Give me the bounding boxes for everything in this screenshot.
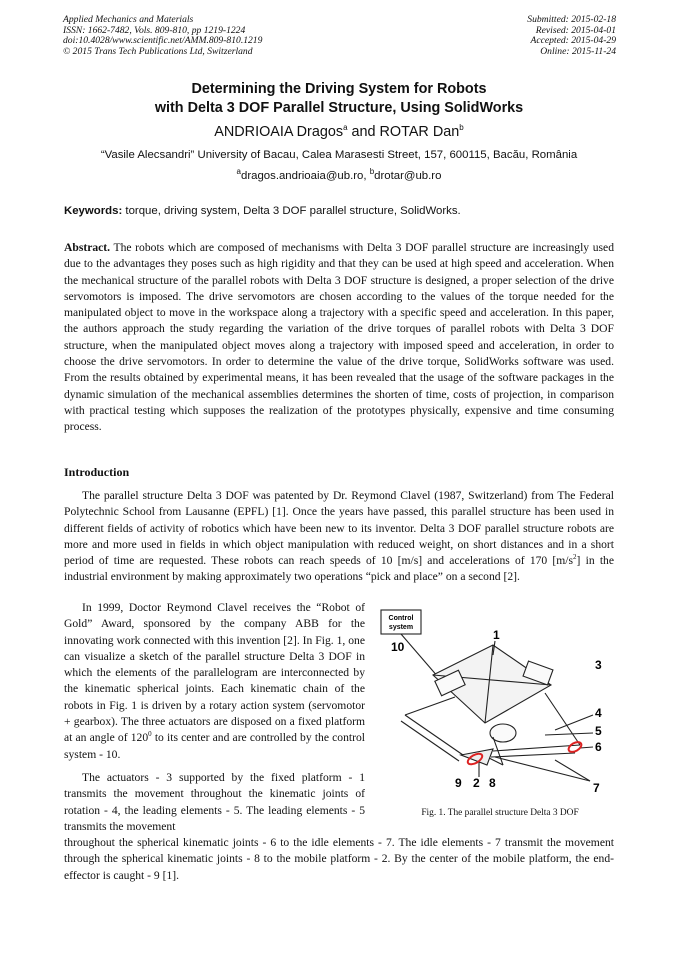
label-7: 7 [593,781,600,795]
email-2-mark: b [369,167,375,177]
intro-p2-text-a: In 1999, Doctor Reymond Clavel receives the “Robot of Gold” Award, sponsored by the company ABB for the innovating work connected with this invention [2]. In Fig. 1, one can visualize a sketch of the parallel structure Delta 3 DOF in which the elements of the parallelogram are interconnected by the kinematic spherical joints. Each kinematic chain of the robots in Fig. 1 is driven by a rotary action system (servomotor + gearbox). The three actuators are disposed on a fixed platform at an angle of 120 [64,601,365,745]
email-2: drotar@ub.ro [374,170,442,182]
label-2: 2 [473,776,480,790]
keywords-label: Keywords: [64,205,123,217]
author-emails [0,167,678,182]
title-line-2: with Delta 3 DOF Parallel Structure, Using SolidWorks [154,100,524,116]
email-1-mark: a [236,167,241,177]
intro-paragraph-1 [64,488,614,586]
abstract [64,240,614,436]
author-1-mark: a [343,123,348,133]
title-line-1: Determining the Driving System for Robots [191,81,487,97]
intro-p1-superscript: 2 [573,553,577,562]
intro-p1-text-b: ] in the industrial environment by making approximately two operations “pick and place” on a second [2]. [64,554,615,584]
control-label-2: system [388,624,414,631]
label-8: 8 [489,776,496,790]
affiliation: “Vasile Alecsandri” University of Bacau, Calea Marasesti Street, 157, 600115, Bacău, România [100,149,578,161]
label-5: 5 [595,724,602,738]
intro-p2-text-b: to its center and are controlled by the control system - 10. [64,731,365,761]
spherical-joint-right [567,740,583,754]
leading-element-left [405,697,455,715]
journal-header [63,15,262,57]
delta-robot-figure [375,605,617,800]
revised-date: Revised: 2015-04-01 [535,24,616,36]
issn-line: ISSN: 1662-7482, Vols. 809-810, pp 1219-1224 [63,24,246,36]
doi-line: doi:10.4028/www.scientific.net/AMM.809-810.1219 [63,35,263,47]
intro-paragraph-2 [64,600,365,763]
intro-paragraph-3: The actuators - 3 supported by the fixed platform - 1 transmits the movement throughout the kinematic joints of rotation - 4, the leading elements - 5. The leading elements - 5 transmits the movement [64,771,365,833]
author-2: ROTAR Dan [379,124,460,140]
control-label-1: Control [388,615,414,622]
label-9: 9 [455,776,462,790]
label-1: 1 [493,628,500,642]
introduction-heading: Introduction [64,465,130,479]
paper-title [0,80,678,118]
journal-name: Applied Mechanics and Materials [63,14,194,25]
intro-paragraph-3-continuation: throughout the spherical kinematic joints - 6 to the idle elements - 7. The idle elements - 7 transmit the movement through the spherical kinematic joints - 8 to the mobile platform - 2. By the center of the mobile platform, the end-effector is caught - 9 [1]. [64,836,614,882]
label-3: 3 [595,658,602,672]
keywords-text: torque, driving system, Delta 3 DOF parallel structure, SolidWorks. [122,205,461,217]
label-4: 4 [595,706,602,720]
author-1: ANDRIOAIA Dragos [214,124,344,140]
intro-p1-text-a: The parallel structure Delta 3 DOF was patented by Dr. Reymond Clavel (1987, Switzerland) from The Federal Polytechnic School from Lausanne (EPFL) [1]. Once the years have passed, this parallel structure has been used in different fields of activity of robotics which have been new to its inventor. Delta 3 DOF parallel structure robots are more and more used in fields in which object manipulation with reduced weight, on short distances and in a short period of time are requested. These robots can reach speeds of 10 [m/s] and accelerations of 170 [m/s [64,489,614,568]
online-date: Online: 2015-11-24 [540,45,616,57]
abstract-text: The robots which are composed of mechanisms with Delta 3 DOF parallel structure are increasingly used due to the advantages they poses such as high rigidity and that they can be used at high speed and acceleration. When the mechanical structure of the parallel robots with Delta 3 DOF structure is designed, a proper selection of the drive servomotors is imposed. The drive servomotors are chosen according to the values of the torque needed for the manipulated object to move in the workspace along a trajectory with a specific speed and acceleration. In this paper, the authors approach the study regarding the variation of the drive torques of parallel robots with Delta 3 DOF structure, when the manipulated object moves along a trajectory with imposed speed and acceleration, in order to choose the drive servomotors. In order to determine the value of the drive torque, SolidWorks software was used. From the results obtained by experimental means, it has been revealed that the usage of the software packages in the dynamic simulation of the mechanical assemblies determines the shorten of time, costs of projection, in comparison with practical testing which supposes the realization of the prototypes physically, expensive and time consuming process. [64,241,614,434]
author-separator: and [347,124,380,140]
email-1: dragos.andrioaia@ub.ro, [240,170,370,182]
label-6: 6 [595,740,602,754]
label-10: 10 [391,640,405,654]
submitted-date: Submitted: 2015-02-18 [527,14,616,25]
author-list [0,124,678,140]
dates-header [527,15,616,57]
intro-p2-superscript: 0 [148,730,152,739]
figure-caption: Fig. 1. The parallel structure Delta 3 DOF [421,808,579,818]
accepted-date: Accepted: 2015-04-29 [530,35,616,47]
abstract-label: Abstract. [64,241,111,254]
author-2-mark: b [459,123,464,133]
copyright-line: © 2015 Trans Tech Publications Ltd, Switzerland [63,45,253,57]
leading-element-right [545,693,580,745]
keywords [64,205,616,217]
